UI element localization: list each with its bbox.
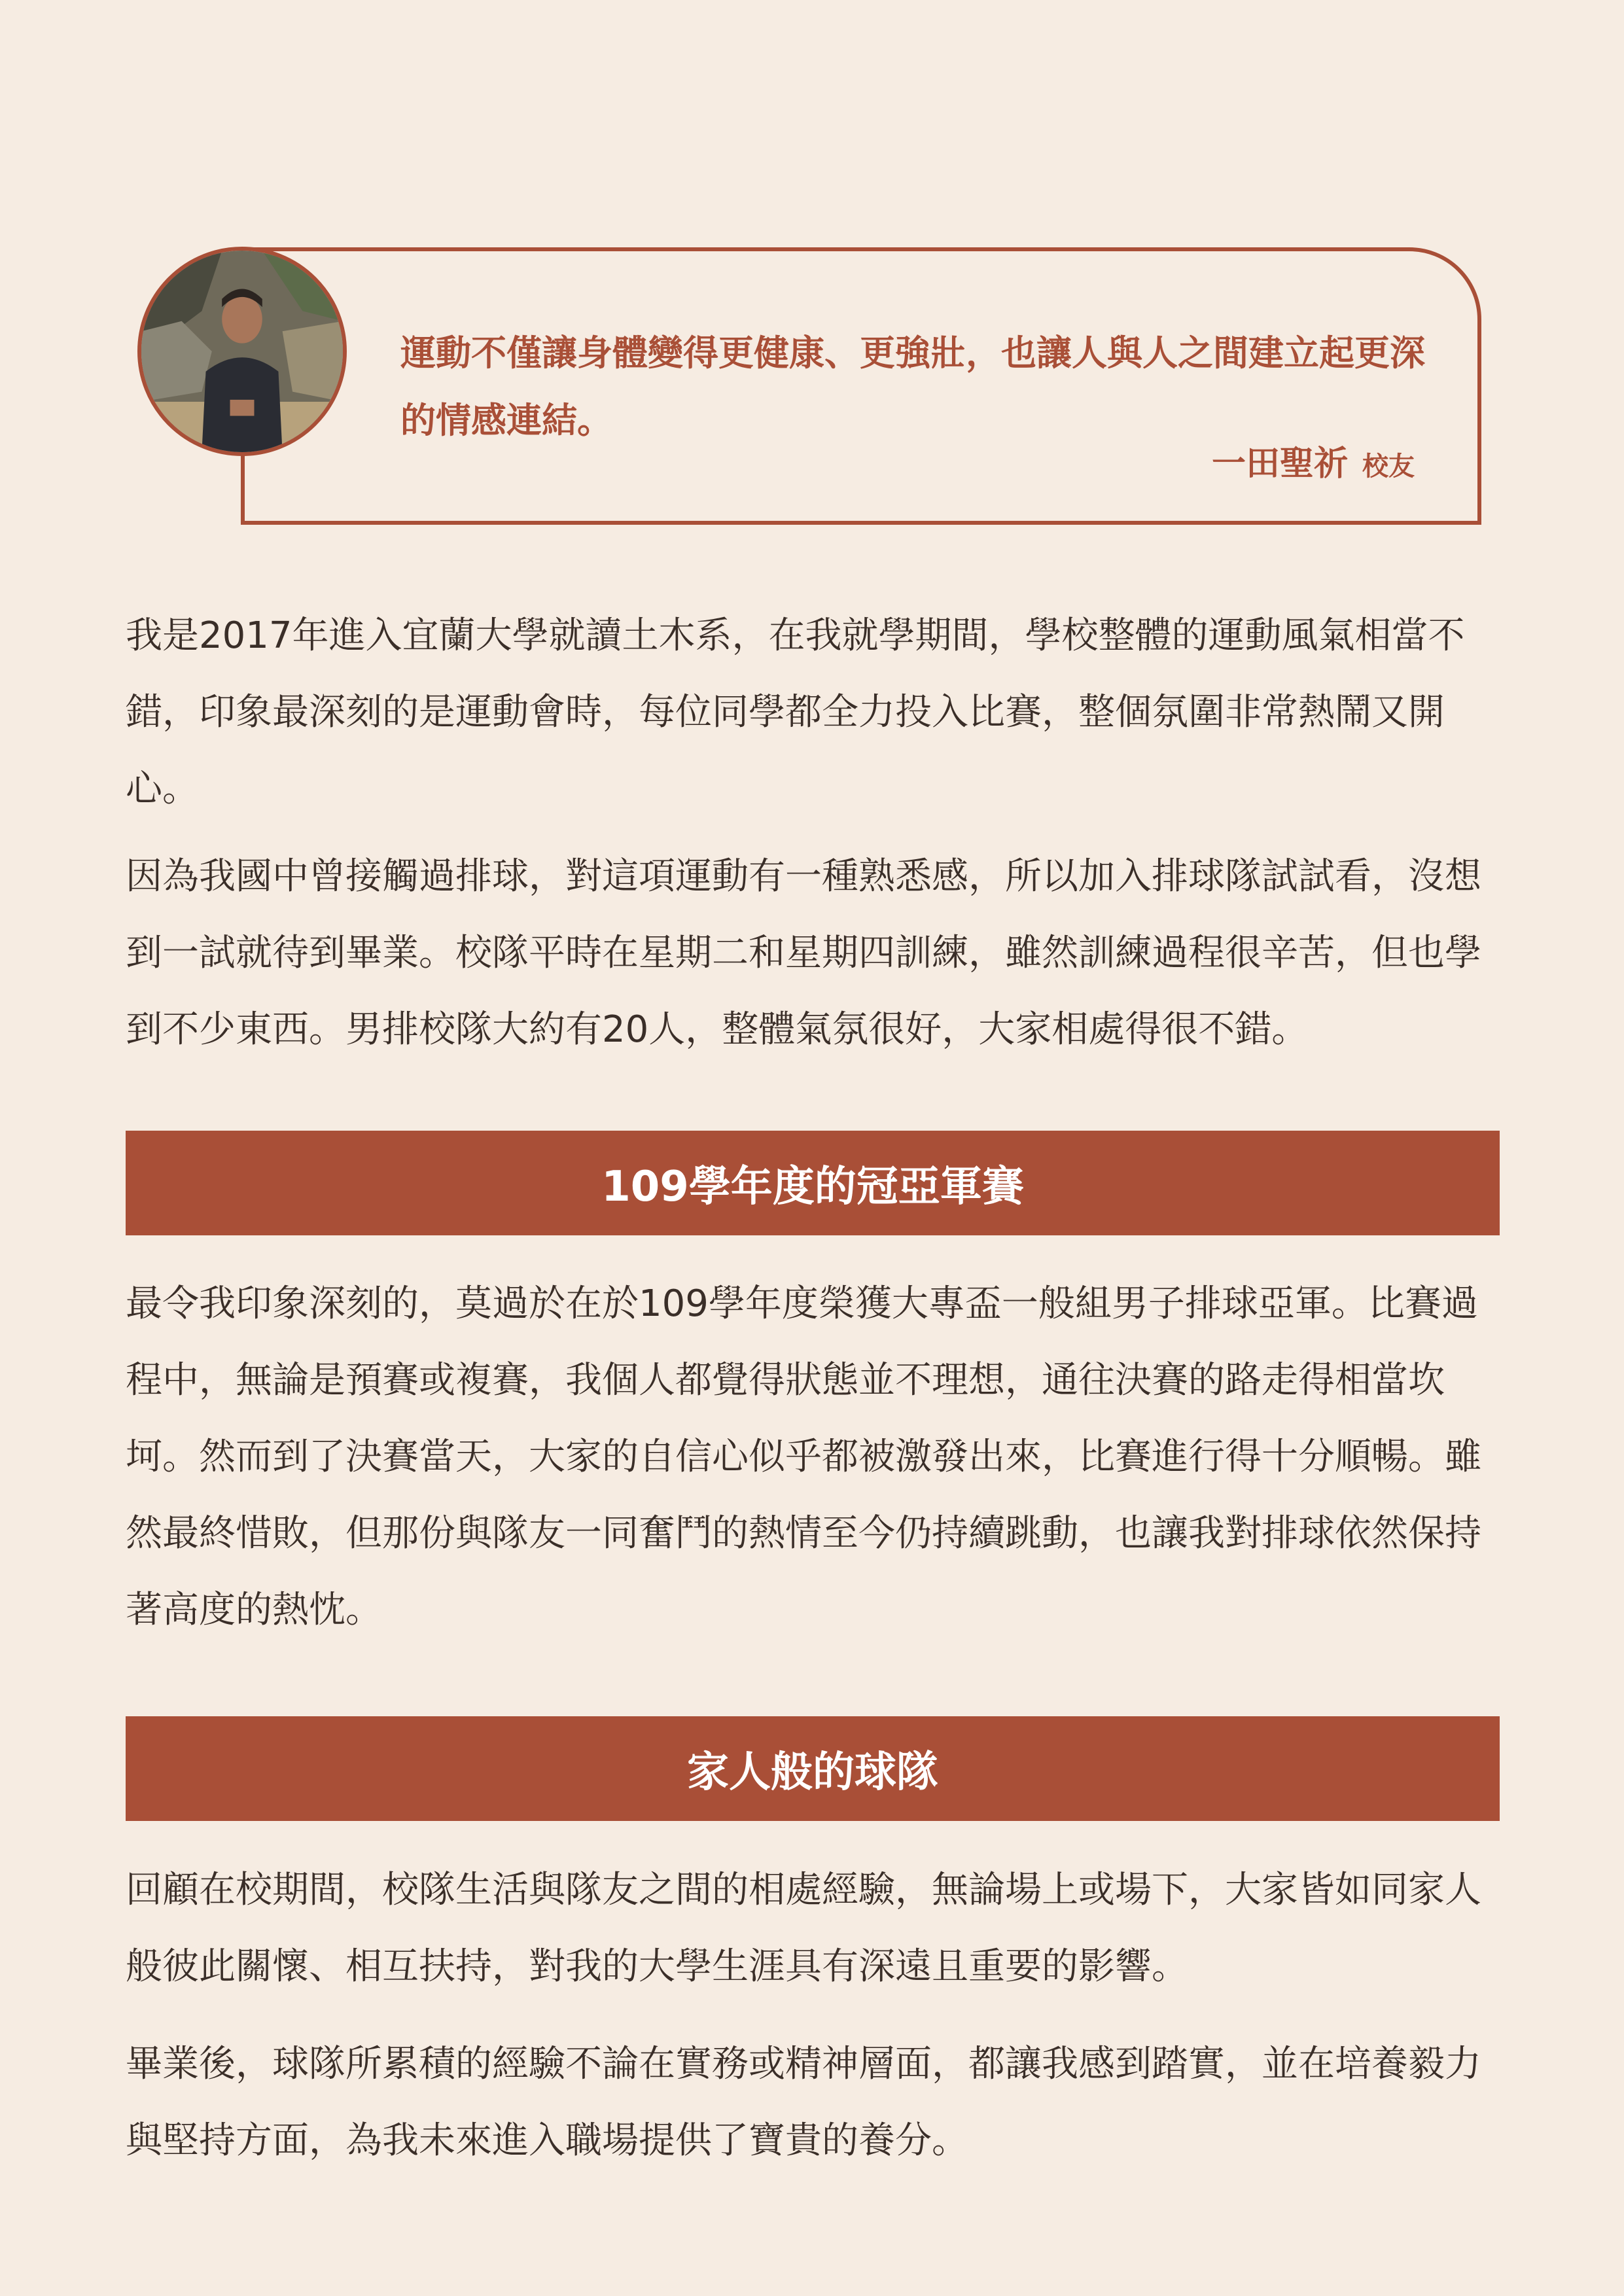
author-role: 校友: [1362, 451, 1415, 482]
quote-author: [1212, 436, 1415, 485]
family-team-paragraph-2: 畢業後，球隊所累積的經驗不論在實務或精神層面，都讓我感到踏實，並在培養毅力與堅持方面，為我未來進入職場提供了寶貴的養分。: [126, 2043, 1481, 2162]
alumni-photo: [137, 247, 347, 456]
person-photo-icon: [141, 251, 343, 452]
section-heading-championship: 109學年度的冠亞軍賽: [126, 1131, 1500, 1235]
family-team-paragraph-1: 回顧在校期間，校隊生活與隊友之間的相處經驗，無論場上或場下，大家皆如同家人般彼此關懷、相互扶持，對我的大學生涯具有深遠且重要的影響。: [126, 1869, 1481, 1988]
intro-paragraph-1: 我是2017年進入宜蘭大學就讀土木系，在我就學期間，學校整體的運動風氣相當不錯，印象最深刻的是運動會時，每位同學都全力投入比賽，整個氛圍非常熱鬧又開心。: [126, 614, 1465, 810]
section-heading-family-team: 家人般的球隊: [126, 1716, 1500, 1821]
intro-paragraph-2: 因為我國中曾接觸過排球，對這項運動有一種熟悉感，所以加入排球隊試試看，沒想到一試就待到畢業。校隊平時在星期二和星期四訓練，雖然訓練過程很辛苦，但也學到不少東西。男排校隊大約有20人，整體氣氛很好，大家相處得很不錯。: [126, 855, 1481, 1051]
author-name: 一田聖祈: [1211, 444, 1348, 484]
quote-text: 運動不僅讓身體變得更健康、更強壯，也讓人與人之間建立起更深的情感連結。: [400, 332, 1425, 441]
championship-paragraph: 最令我印象深刻的，莫過於在於109學年度榮獲大專盃一般組男子排球亞軍。比賽過程中，無論是預賽或複賽，我個人都覺得狀態並不理想，通往決賽的路走得相當坎坷。然而到了決賽當天，大家的自信心似乎都被激發出來，比賽進行得十分順暢。雖然最終惜敗，但那份與隊友一同奮鬥的熱情至今仍持續跳動，也讓我對排球依然保持著高度的熱忱。: [126, 1282, 1481, 1631]
